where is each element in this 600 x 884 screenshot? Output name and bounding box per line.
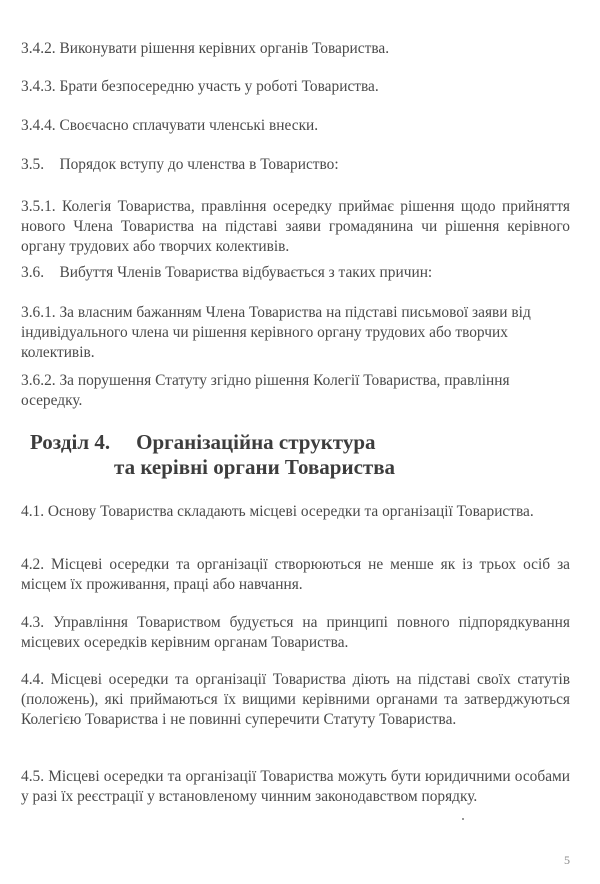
scan-speck	[462, 818, 464, 820]
paragraph-4-5: 4.5. Місцеві осередки та організації Товариства можуть бути юридичними особами у разі їх реєстрації у встановленому чинним законодавством порядку.	[21, 768, 570, 805]
paragraph-4-1: 4.1. Основу Товариства складають місцеві осередки та організації Товариства.	[21, 503, 534, 520]
paragraph-3-4-3: 3.4.3. Брати безпосередню участь у роботі Товариства.	[21, 78, 379, 95]
paragraph-3-5-1: 3.5.1. Колегія Товариства, правління осередку приймає рішення щодо прийняття нового Члена Товариства на підставі заяви громадянина чи рішення керівного органу трудових або творчих колективів.	[21, 198, 570, 255]
section-heading	[30, 430, 395, 480]
paragraph-3-6-1: 3.6.1. За власним бажанням Члена Товариства на підставі письмової заяви від індивідуального члена чи рішення керівного органу трудових або творчих колективів.	[21, 304, 531, 361]
paragraph-4-2: 4.2. Місцеві осередки та організації створюються не менше як із трьох осіб за місцем їх проживання, праці або навчання.	[21, 556, 570, 593]
section-title-line1: Організаційна структура	[136, 430, 376, 454]
paragraph-4-3: 4.3. Управління Товариством будується на принципі повного підпорядкування місцевих осередків керівним органам Товариства.	[21, 614, 570, 651]
page-number: 5	[564, 853, 570, 867]
paragraph-3-5: 3.5. Порядок вступу до членства в Товариство:	[21, 156, 339, 173]
paragraph-3-6-2: 3.6.2. За порушення Статуту згідно рішення Колегії Товариства, правління осередку.	[21, 372, 510, 409]
paragraph-3-4-2: 3.4.2. Виконувати рішення керівних органів Товариства.	[21, 40, 390, 57]
paragraph-4-4: 4.4. Місцеві осередки та організації Товариства діють на підставі своїх статутів (положень), які приймаються їх вищими керівними органами та затверджуються Колегією Товариства і не повинні суперечити Статуту Товариства.	[21, 671, 570, 728]
section-number: Розділ 4.	[30, 430, 111, 454]
section-title-line2: та керівні органи Товариства	[114, 455, 396, 479]
paragraph-3-4-4: 3.4.4. Своєчасно сплачувати членські внески.	[21, 117, 319, 134]
paragraph-3-6: 3.6. Вибуття Членів Товариства відбувається з таких причин:	[21, 264, 433, 281]
